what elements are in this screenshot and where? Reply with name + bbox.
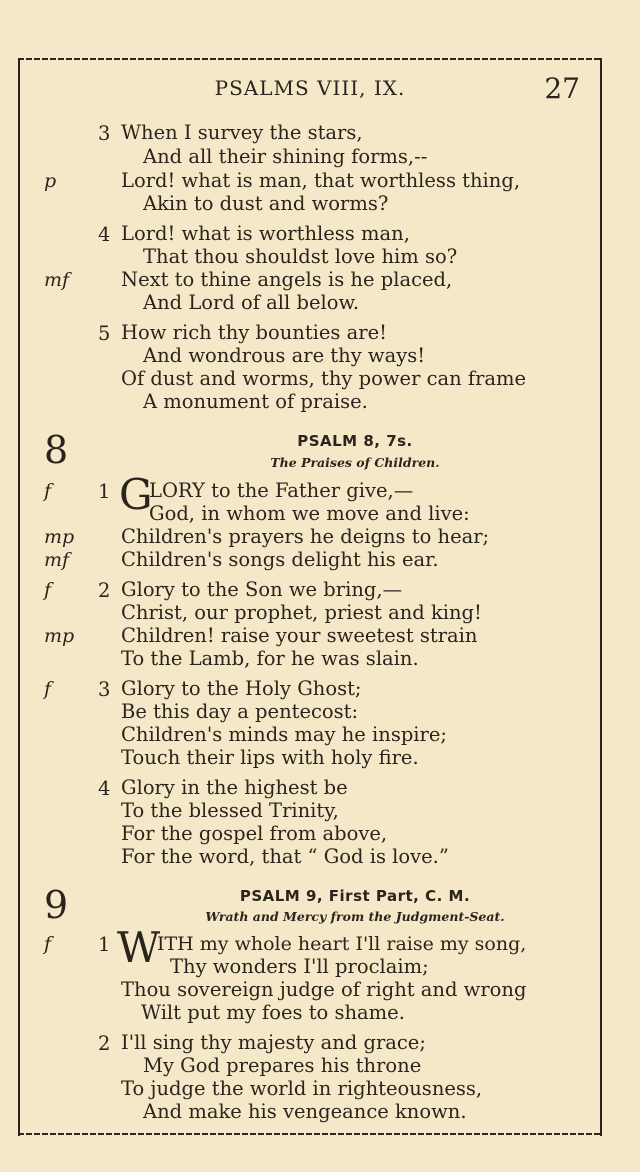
verse-line: Be this day a pentecost:: [121, 700, 359, 723]
bottom-ornamental-rule: [18, 1131, 602, 1137]
verse-number: 3: [98, 678, 111, 701]
verse-line: And make his vengeance known.: [143, 1100, 467, 1123]
verse-number: 3: [98, 122, 111, 145]
verse-line: My God prepares his throne: [143, 1054, 422, 1077]
verse-line: I'll sing thy majesty and grace;: [121, 1031, 426, 1054]
verse-number: 2: [98, 1032, 111, 1055]
dynamic-marking: mp: [44, 526, 75, 548]
verse-line: LORY to the Father give,—: [149, 479, 414, 502]
verse-line: To judge the world in righteousness,: [121, 1077, 483, 1100]
verse-line: ITH my whole heart I'll raise my song,: [157, 933, 527, 955]
verse-line: Children's songs delight his ear.: [121, 548, 439, 571]
verse-line: Akin to dust and worms?: [143, 192, 389, 215]
verse-line: To the blessed Trinity,: [121, 799, 339, 822]
verse-line: To the Lamb, for he was slain.: [121, 647, 419, 670]
verse-number: 2: [98, 579, 111, 602]
dynamic-marking: mp: [44, 625, 75, 647]
dynamic-marking: mf: [44, 549, 70, 571]
psalm-title: PSALM 9, First Part, C. M.: [239, 887, 471, 905]
verse-line: Lord! what is man, that worthless thing,: [121, 169, 521, 192]
dynamic-marking: f: [44, 480, 52, 502]
verse-line: A monument of praise.: [143, 390, 368, 413]
dynamic-marking: f: [44, 678, 52, 700]
verse-number: 4: [98, 223, 111, 246]
verse-number: 1: [98, 933, 111, 956]
verse-line: God, in whom we move and live:: [149, 502, 470, 525]
dynamic-marking: mf: [44, 269, 70, 291]
drop-cap: G: [119, 470, 153, 519]
verse-line: Glory to the Son we bring,—: [121, 578, 403, 601]
verse-line: That thou shouldst love him so?: [143, 245, 458, 268]
running-title: PSALMS VIII, IX.: [214, 76, 406, 100]
verse-line: Glory in the highest be: [121, 776, 348, 799]
page-number: 27: [544, 72, 580, 105]
verse-line: Glory to the Holy Ghost;: [121, 677, 362, 700]
psalm-subtitle: The Praises of Children.: [270, 455, 440, 470]
verse-number: 5: [98, 322, 111, 345]
verse-line: Next to thine angels is he placed,: [121, 268, 453, 291]
dynamic-marking: f: [44, 933, 52, 955]
dynamic-marking: p: [44, 170, 57, 192]
verse-line: Thy wonders I'll proclaim;: [170, 955, 429, 978]
dynamic-marking: f: [44, 579, 52, 601]
verse-line: Wilt put my foes to shame.: [141, 1001, 405, 1024]
psalm-title: PSALM 8, 7s.: [297, 432, 413, 450]
verse-line: Lord! what is worthless man,: [121, 222, 410, 245]
hymn-number: 9: [44, 883, 69, 927]
verse-line: Children's prayers he deigns to hear;: [121, 525, 490, 548]
verse-line: Thou sovereign judge of right and wrong: [121, 978, 527, 1001]
verse-line: For the word, that “ God is love.”: [121, 845, 449, 868]
verse-line: And Lord of all below.: [143, 291, 360, 314]
verse-line: Touch their lips with holy fire.: [121, 746, 419, 769]
verse-line: And wondrous are thy ways!: [143, 344, 426, 367]
verse-line: How rich thy bounties are!: [121, 321, 387, 344]
page-header: [40, 72, 580, 105]
top-ornamental-rule: [18, 56, 602, 62]
verse-line: When I survey the stars,: [121, 121, 363, 144]
verse-line: And all their shining forms,--: [143, 145, 428, 168]
verse-line: For the gospel from above,: [121, 822, 388, 845]
hymn-number: 8: [44, 428, 69, 472]
psalm-subtitle: Wrath and Mercy from the Judgment-Seat.: [205, 909, 505, 924]
verse-line: Christ, our prophet, priest and king!: [121, 601, 482, 624]
verse-line: Of dust and worms, thy power can frame: [121, 367, 527, 390]
verse-number: 1: [98, 480, 111, 503]
drop-cap: W: [117, 923, 161, 972]
verse-line: Children's minds may he inspire;: [121, 723, 447, 746]
verse-number: 4: [98, 777, 111, 800]
verse-line: Children! raise your sweetest strain: [121, 624, 478, 647]
